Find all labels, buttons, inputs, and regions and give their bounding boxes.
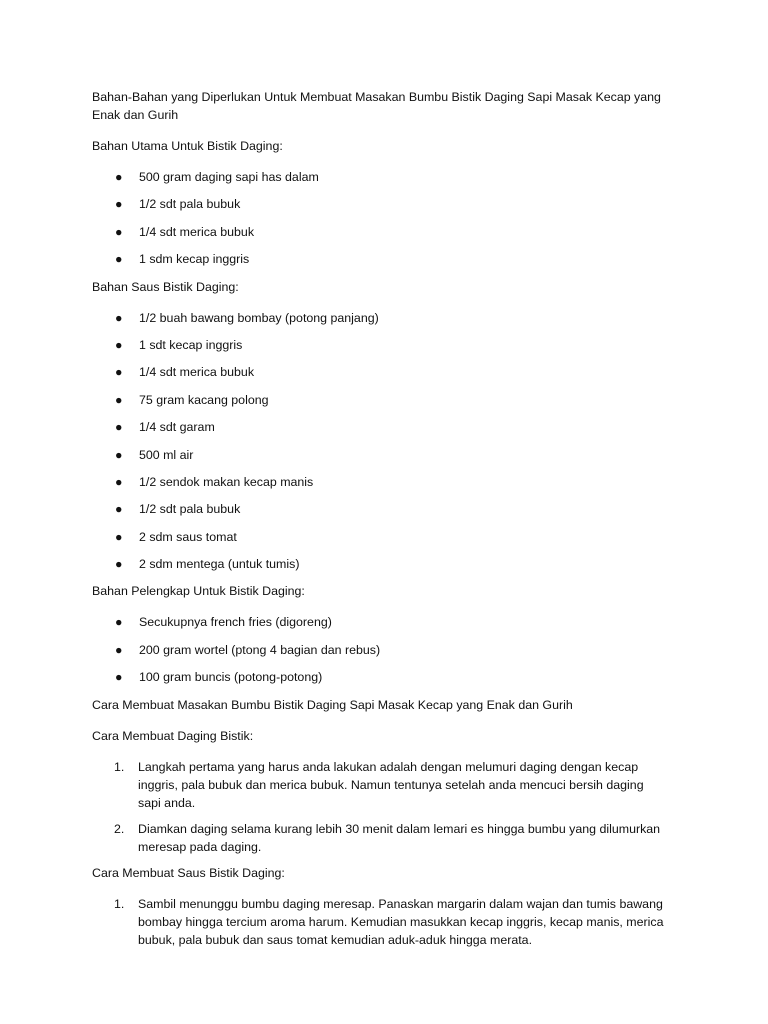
list-item: [92, 391, 667, 409]
list-item-text: 1/2 sendok makan kecap manis: [139, 474, 314, 489]
ingredients-sauce-section: [92, 278, 667, 574]
bullet-icon: ●: [115, 502, 123, 517]
section-heading: Bahan Pelengkap Untuk Bistik Daging:: [92, 584, 305, 599]
list-item-text: 1/4 sdt merica bubuk: [139, 365, 255, 380]
step-text: Diamkan daging selama kurang lebih 30 menit dalam lemari es hingga bumbu yang dilumurkan meresap pada daging.: [138, 821, 661, 854]
bullet-icon: ●: [115, 420, 123, 435]
list-item: [92, 250, 667, 268]
list-item-text: 500 gram daging sapi has dalam: [139, 170, 319, 184]
method-sauce-section: [92, 864, 667, 949]
list-item: [92, 336, 667, 354]
bullet-icon: ●: [115, 170, 123, 184]
step-list: [92, 895, 667, 949]
list-item: [92, 555, 667, 573]
step-text: Langkah pertama yang harus anda lakukan adalah dengan melumuri daging dengan kecap inggris, pala bubuk dan merica bubuk. Namun tentunya setelah anda mencuci bersih daging sapi anda.: [138, 759, 644, 810]
bullet-icon: ●: [115, 392, 123, 407]
step-item: [92, 758, 667, 812]
step-text: Sambil menunggu bumbu daging meresap. Panaskan margarin dalam wajan dan tumis bawang bombay hingga tercium aroma harum. Kemudian masukkan kecap inggris, kecap manis, merica bubuk, pala bubuk dan saus tomat kemudian aduk-aduk hingga merata.: [138, 896, 664, 947]
method-title: Cara Membuat Masakan Bumbu Bistik Daging Sapi Masak Kecap yang Enak dan Gurih: [92, 697, 573, 712]
list-item-text: Secukupnya french fries (digoreng): [139, 615, 332, 630]
step-item: [92, 820, 667, 856]
bullet-icon: ●: [115, 447, 123, 462]
bullet-icon: ●: [115, 642, 123, 657]
list-item-text: 1/4 sdt garam: [139, 420, 215, 435]
section-heading: Bahan Utama Untuk Bistik Daging:: [92, 139, 283, 153]
list-item-text: 2 sdm saus tomat: [139, 529, 237, 544]
ingredient-list: [92, 613, 667, 686]
list-item: [92, 363, 667, 381]
bullet-icon: ●: [115, 252, 123, 267]
list-item-text: 1 sdt kecap inggris: [139, 337, 243, 352]
section-heading: Cara Membuat Saus Bistik Daging:: [92, 865, 285, 880]
list-item: [92, 446, 667, 464]
step-number: 2.: [114, 821, 125, 836]
list-item-text: 200 gram wortel (ptong 4 bagian dan rebus): [139, 642, 381, 657]
list-item: [92, 195, 667, 213]
list-item: [92, 418, 667, 436]
document-content: [92, 88, 667, 957]
section-heading: Cara Membuat Daging Bistik:: [92, 728, 254, 743]
list-item-text: 1/2 sdt pala bubuk: [139, 197, 241, 212]
list-item: [92, 500, 667, 518]
list-item: [92, 168, 667, 186]
step-number: 1.: [114, 896, 125, 911]
list-item-text: 1 sdm kecap inggris: [139, 252, 250, 267]
list-item: [92, 223, 667, 241]
ingredient-list: [92, 168, 667, 268]
bullet-icon: ●: [115, 197, 123, 212]
list-item-text: 1/2 sdt pala bubuk: [139, 502, 241, 517]
step-number: 1.: [114, 759, 125, 774]
list-item-text: 500 ml air: [139, 447, 194, 462]
ingredient-list: [92, 309, 667, 574]
list-item-text: 2 sdm mentega (untuk tumis): [139, 557, 300, 572]
bullet-icon: ●: [115, 310, 123, 325]
list-item: [92, 473, 667, 491]
bullet-icon: ●: [115, 474, 123, 489]
list-item: [92, 641, 667, 659]
ingredients-main-section: [92, 137, 667, 268]
bullet-icon: ●: [115, 529, 123, 544]
step-list: [92, 758, 667, 856]
bullet-icon: ●: [115, 670, 123, 685]
ingredients-side-section: [92, 582, 667, 686]
bullet-icon: ●: [115, 224, 123, 239]
list-item-text: 100 gram buncis (potong-potong): [139, 670, 323, 685]
list-item: [92, 309, 667, 327]
bullet-icon: ●: [115, 365, 123, 380]
list-item: [92, 613, 667, 631]
list-item: [92, 668, 667, 686]
bullet-icon: ●: [115, 337, 123, 352]
step-item: [92, 895, 667, 949]
bullet-icon: ●: [115, 557, 123, 572]
list-item-text: 1/2 buah bawang bombay (potong panjang): [139, 310, 379, 325]
section-heading: Bahan Saus Bistik Daging:: [92, 279, 239, 294]
bullet-icon: ●: [115, 615, 123, 630]
list-item-text: 1/4 sdt merica bubuk: [139, 224, 255, 239]
method-meat-section: [92, 727, 667, 856]
document-title: Bahan-Bahan yang Diperlukan Untuk Membuat Masakan Bumbu Bistik Daging Sapi Masak Kecap yang Enak dan Gurih: [92, 90, 661, 122]
list-item: [92, 528, 667, 546]
list-item-text: 75 gram kacang polong: [139, 392, 269, 407]
